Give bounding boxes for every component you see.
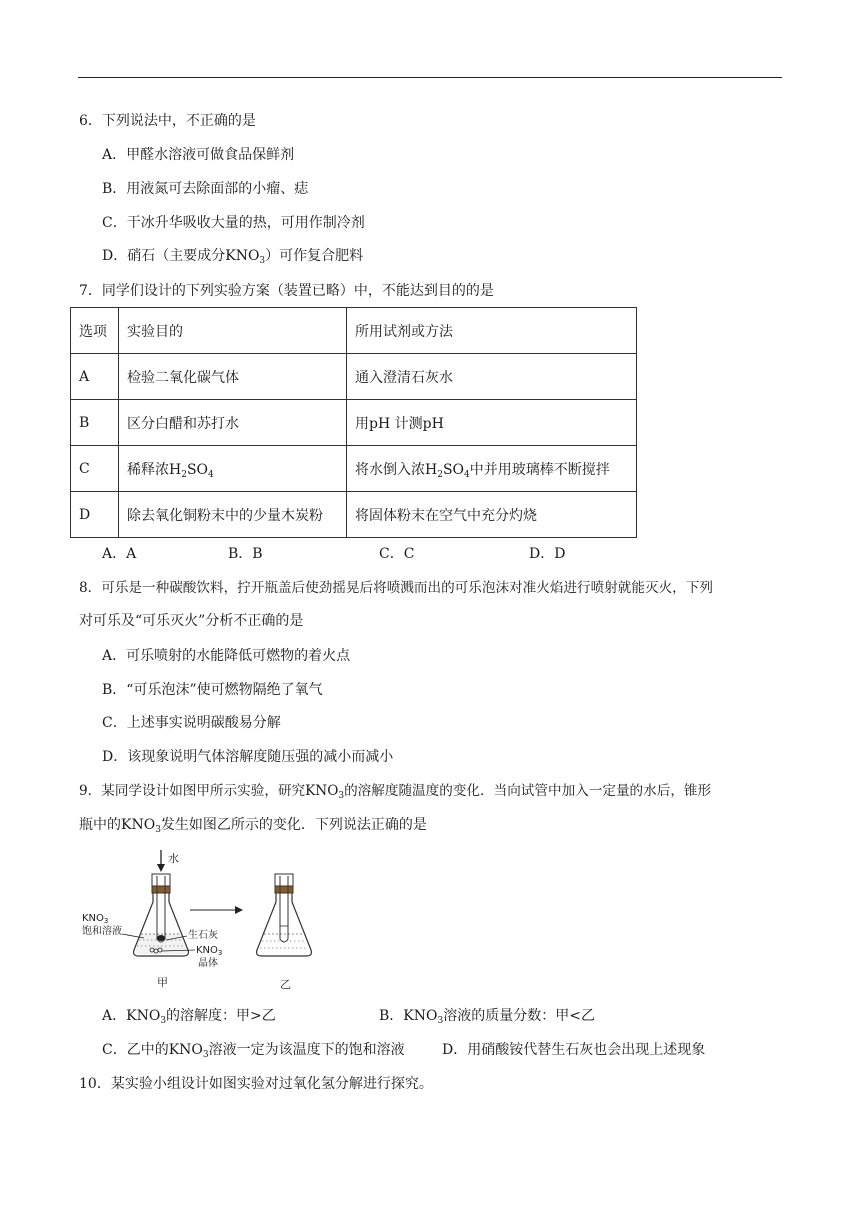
flask-jia-label: 甲 — [157, 976, 168, 989]
formula: H — [169, 461, 182, 478]
q9-stem-line1 — [79, 782, 711, 800]
text: 9．某同学设计如图甲所示实验，研究 — [79, 783, 306, 799]
formula: KNO — [403, 1008, 438, 1024]
q9-option-c — [102, 1041, 405, 1059]
q6-stem: 6．下列说法中，不正确的是 — [79, 113, 256, 129]
quicklime-label: 生石灰 — [188, 930, 218, 941]
formula: KNO — [121, 817, 156, 833]
cell-method: 用pH 计测pH — [347, 400, 637, 446]
crystal-label: 晶体 — [198, 958, 218, 969]
text: 的溶解度随温度的变化．当向试管中加入一定量的水后，锥形 — [344, 783, 712, 799]
q7-stem: 7．同学们设计的下列实验方案（装置已略）中，不能达到目的的是 — [79, 283, 494, 299]
q6-option-b: B．用液氮可去除面部的小瘤、痣 — [102, 181, 309, 197]
q7-choice-d: D．D — [529, 546, 566, 562]
q6-option-c: C．干冰升华吸收大量的热，可用作制冷剂 — [102, 215, 365, 231]
water-arrow-head — [157, 864, 165, 872]
text: 瓶中的 — [79, 817, 121, 833]
q9-option-a — [102, 1007, 276, 1025]
header-method: 所用试剂或方法 — [347, 308, 637, 354]
cell-goal — [119, 446, 347, 492]
q7-choice-a: A．A — [102, 546, 137, 562]
formula: KNO — [305, 783, 339, 799]
cell-goal: 检验二氧化碳气体 — [119, 354, 347, 400]
q8-option-a: A．可乐喷射的水能降低可燃物的着火点 — [102, 648, 351, 664]
formula: SO — [186, 461, 209, 478]
cell-option: C — [71, 446, 119, 492]
text: 中并用玻璃棒不断搅拌 — [469, 461, 610, 478]
table-header-row — [71, 308, 637, 354]
cell-goal: 除去氧化铜粉末中的少量木炭粉 — [119, 492, 347, 538]
text: 将水倒入浓 — [355, 461, 425, 478]
text: 溶液的质量分数：甲<乙 — [443, 1008, 595, 1024]
formula: KNO — [225, 248, 260, 264]
text: A． — [102, 1008, 127, 1024]
q6-option-d — [102, 247, 363, 265]
formula: H — [425, 461, 438, 478]
subscript: 2 — [437, 469, 443, 480]
subscript: 3 — [259, 256, 266, 266]
q9-stem-line2 — [79, 816, 427, 834]
text: 稀释浓 — [127, 461, 169, 478]
water-label: 水 — [168, 852, 179, 865]
cell-method: 通入澄清石灰水 — [347, 354, 637, 400]
table-row — [71, 446, 637, 492]
text: C．乙中的 — [102, 1042, 169, 1058]
q7-choice-b: B．B — [228, 546, 263, 562]
flask-yi — [257, 874, 312, 956]
q8-option-c: C．上述事实说明碳酸易分解 — [102, 715, 281, 731]
saturated-solution-label: 饱和溶液 — [82, 926, 122, 937]
q10-stem: 10．某实验小组设计如图实验对过氧化氢分解进行探究。 — [79, 1076, 433, 1092]
cell-method: 将固体粉末在空气中充分灼烧 — [347, 492, 637, 538]
table-row — [71, 354, 637, 400]
text: B． — [379, 1008, 404, 1024]
q8-stem-line2: 对可乐及“可乐灭火”分析不正确的是 — [79, 613, 304, 629]
q9-option-b — [379, 1007, 595, 1025]
flask-jia — [134, 874, 189, 956]
q9-option-d: D．用硝酸铵代替生石灰也会出现上述现象 — [442, 1042, 706, 1058]
subscript: 3 — [437, 1016, 444, 1026]
header-goal: 实验目的 — [119, 308, 347, 354]
q8-option-b: B．“可乐泡沫”使可燃物隔绝了氧气 — [102, 682, 323, 698]
text: 溶液一定为该温度下的饱和溶液 — [208, 1042, 405, 1058]
subscript: 2 — [181, 469, 187, 480]
formula: KNO — [168, 1042, 203, 1058]
subscript: 4 — [208, 469, 214, 480]
text: 的溶解度：甲>乙 — [166, 1008, 276, 1024]
subscript: 3 — [202, 1050, 209, 1060]
q7-choice-c: C．C — [379, 546, 415, 562]
subscript: 3 — [338, 791, 345, 801]
text: 发生如图乙所示的变化．下列说法正确的是 — [160, 817, 427, 833]
table-row — [71, 400, 637, 446]
cell-option: B — [71, 400, 119, 446]
subscript: 3 — [155, 825, 161, 835]
q8-option-d: D．该现象说明气体溶解度随压强的减小而减小 — [102, 749, 394, 765]
experiment-table — [70, 307, 637, 538]
q8-stem-line1: 8．可乐是一种碳酸饮料，拧开瓶盖后使劲摇晃后将喷溅而出的可乐泡沫对准火焰进行喷射就能灭火，下列 — [79, 580, 713, 596]
formula: KNO — [126, 1008, 161, 1024]
flask-experiment-figure — [82, 846, 332, 996]
transition-arrow-head — [235, 906, 243, 914]
subscript: 4 — [464, 469, 470, 480]
flask-yi-label: 乙 — [280, 978, 291, 991]
text: ）可作复合肥料 — [265, 248, 364, 264]
header-rule — [78, 77, 782, 78]
table-row — [71, 492, 637, 538]
q6-option-a: A．甲醛水溶液可做食品保鲜剂 — [102, 147, 295, 163]
cell-option: A — [71, 354, 119, 400]
cell-method — [347, 446, 637, 492]
cell-option: D — [71, 492, 119, 538]
header-option: 选项 — [71, 308, 119, 354]
text: D．硝石（主要成分 — [102, 248, 226, 264]
formula: SO — [442, 461, 465, 478]
crystal-formula-label: $KNO_3$ — [196, 945, 223, 957]
cell-goal: 区分白醋和苏打水 — [119, 400, 347, 446]
subscript: 3 — [160, 1016, 167, 1026]
saturated-label: $KNO_3$ — [82, 913, 109, 925]
